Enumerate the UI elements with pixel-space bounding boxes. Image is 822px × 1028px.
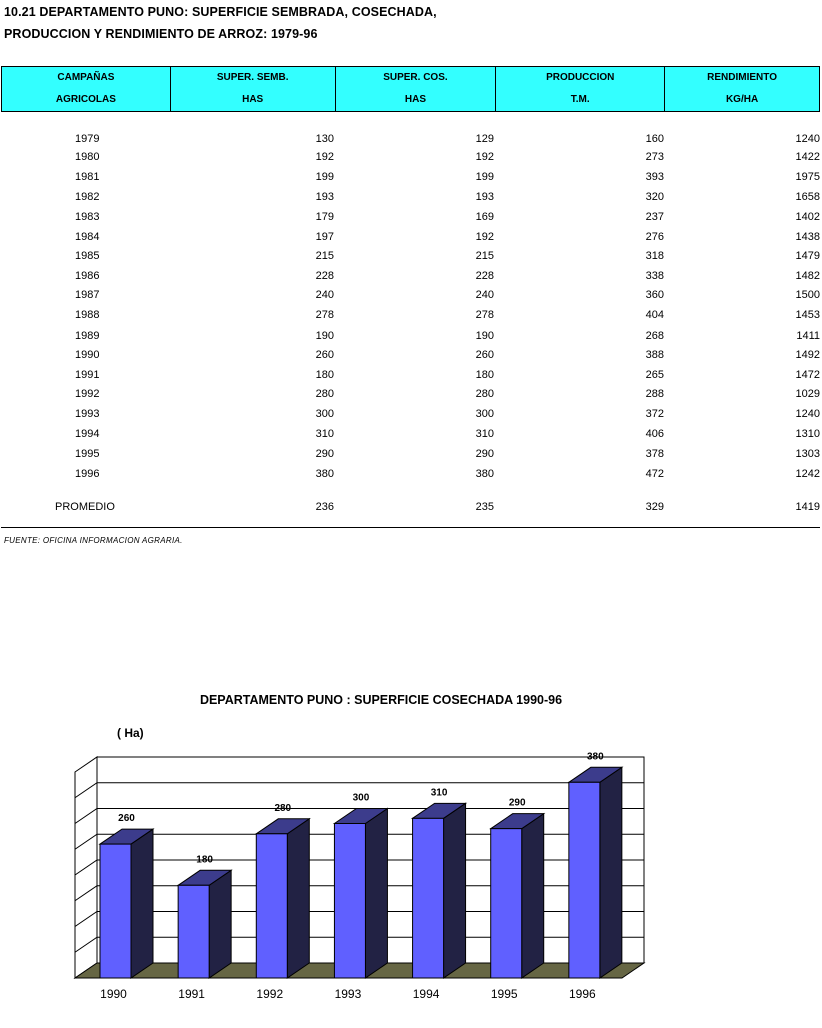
average-cell: 236 xyxy=(315,501,334,513)
table-header xyxy=(1,66,820,112)
table-cell: 265 xyxy=(645,369,664,381)
table-cell: 160 xyxy=(645,133,664,145)
table-cell: 129 xyxy=(475,133,494,145)
table-cell: 1993 xyxy=(75,408,100,420)
table-cell: 404 xyxy=(645,309,664,321)
table-row xyxy=(0,231,822,245)
table-cell: 1984 xyxy=(75,231,100,243)
table-row xyxy=(0,369,822,383)
chart-title: DEPARTAMENTO PUNO : SUPERFICIE COSECHADA 1990-96 xyxy=(199,693,563,707)
table-cell: 268 xyxy=(645,330,664,342)
average-cell: 235 xyxy=(475,501,494,513)
table-cell: 192 xyxy=(315,151,334,163)
table-cell: 237 xyxy=(645,211,664,223)
bar xyxy=(100,844,131,978)
x-tick-label: 1990 xyxy=(100,987,127,1001)
table-cell: 406 xyxy=(645,428,664,440)
table-cell: 169 xyxy=(475,211,494,223)
table-cell: 1411 xyxy=(796,330,820,342)
table-cell: 288 xyxy=(645,388,664,400)
table-cell: 310 xyxy=(315,428,334,440)
table-cell: 310 xyxy=(475,428,494,440)
table-row xyxy=(0,388,822,402)
table-row xyxy=(0,211,822,225)
table-cell: 1990 xyxy=(75,349,100,361)
table-cell: 1989 xyxy=(75,330,100,342)
table-cell: 1658 xyxy=(795,191,820,203)
table-cell: 1482 xyxy=(795,270,820,282)
table-cell: 360 xyxy=(645,289,664,301)
table-row xyxy=(0,448,822,462)
table-row xyxy=(0,408,822,422)
header-super-cos: SUPER. COS. HAS xyxy=(335,67,496,112)
table-cell: 1500 xyxy=(795,289,820,301)
table-row xyxy=(0,250,822,264)
table-cell: 190 xyxy=(475,330,494,342)
table-cell: 228 xyxy=(315,270,334,282)
data-label: 300 xyxy=(352,792,370,804)
table-cell: 338 xyxy=(645,270,664,282)
x-tick-label: 1991 xyxy=(178,987,205,1001)
table-cell: 240 xyxy=(475,289,494,301)
table-row xyxy=(0,349,822,363)
data-label: 380 xyxy=(587,751,604,763)
table-cell: 1986 xyxy=(75,270,100,282)
x-tick-label: 1994 xyxy=(412,987,440,1001)
table-cell: 215 xyxy=(315,250,334,262)
table-cell: 1029 xyxy=(795,388,820,400)
table-cell: 190 xyxy=(315,330,334,342)
bar xyxy=(569,782,600,978)
table-cell: 1994 xyxy=(75,428,100,440)
table-cell: 300 xyxy=(475,408,494,420)
table-cell: 192 xyxy=(475,231,494,243)
table-cell: 180 xyxy=(315,369,334,381)
table-cell: 280 xyxy=(315,388,334,400)
table-cell: 1982 xyxy=(75,191,100,203)
table-cell: 472 xyxy=(645,468,664,480)
x-tick-label: 1996 xyxy=(569,987,596,1001)
bar-chart xyxy=(0,715,660,1015)
bar xyxy=(413,818,444,978)
data-label: 290 xyxy=(508,797,526,809)
bar xyxy=(491,829,522,978)
table-cell: 276 xyxy=(645,231,664,243)
table-cell: 1242 xyxy=(795,468,820,480)
table-cell: 228 xyxy=(475,270,494,282)
table-cell: 1992 xyxy=(75,388,100,400)
table-cell: 290 xyxy=(475,448,494,460)
header-rendimiento: RENDIMIENTO KG/HA xyxy=(665,67,820,112)
table-cell: 1422 xyxy=(795,151,820,163)
table-cell: 380 xyxy=(475,468,494,480)
report-title-line2: PRODUCCION Y RENDIMIENTO DE ARROZ: 1979-96 xyxy=(4,27,318,41)
table-cell: 215 xyxy=(475,250,494,262)
bar xyxy=(178,885,209,978)
x-tick-label: 1993 xyxy=(334,987,362,1001)
table-cell: 273 xyxy=(645,151,664,163)
data-label: 180 xyxy=(196,854,213,866)
table-cell: 199 xyxy=(475,171,494,183)
table-row xyxy=(0,309,822,323)
table-cell: 318 xyxy=(645,250,664,262)
table-cell: 1980 xyxy=(75,151,100,163)
table-cell: 260 xyxy=(315,349,334,361)
table-cell: 278 xyxy=(315,309,334,321)
bar-side xyxy=(287,819,309,978)
table-cell: 193 xyxy=(475,191,494,203)
table-cell: 1981 xyxy=(75,171,100,183)
table-cell: 1240 xyxy=(795,133,820,145)
table-cell: 260 xyxy=(475,349,494,361)
average-cell: 1419 xyxy=(795,501,820,513)
table-cell: 388 xyxy=(645,349,664,361)
table-cell: 193 xyxy=(315,191,334,203)
table-cell: 179 xyxy=(315,211,334,223)
bar-side xyxy=(444,803,466,978)
table-row xyxy=(0,468,822,482)
bar-side xyxy=(365,809,387,979)
table-cell: 240 xyxy=(315,289,334,301)
table-cell: 180 xyxy=(475,369,494,381)
data-label: 310 xyxy=(430,787,448,799)
table-cell: 278 xyxy=(475,309,494,321)
table-cell: 1240 xyxy=(795,408,820,420)
table-cell: 130 xyxy=(315,133,334,145)
table-row xyxy=(0,151,822,165)
table-cell: 280 xyxy=(475,388,494,400)
table-cell: 290 xyxy=(315,448,334,460)
table-cell: 1987 xyxy=(75,289,100,301)
bar-side xyxy=(209,870,231,978)
table-cell: 1996 xyxy=(75,468,100,480)
table-cell: 1975 xyxy=(795,171,820,183)
source-note: FUENTE: OFICINA INFORMACION AGRARIA. xyxy=(4,536,183,545)
report-title-line1: 10.21 DEPARTAMENTO PUNO: SUPERFICIE SEMBRADA, COSECHADA, xyxy=(4,5,437,19)
x-tick-label: 1995 xyxy=(490,987,518,1001)
table-cell: 380 xyxy=(315,468,334,480)
table-cell: 1303 xyxy=(795,448,820,460)
table-cell: 320 xyxy=(645,191,664,203)
table-cell: 1985 xyxy=(75,250,100,262)
table-cell: 1472 xyxy=(795,369,820,381)
table-cell: 1991 xyxy=(75,369,100,381)
table-row xyxy=(0,289,822,303)
table-cell: 1438 xyxy=(795,231,820,243)
table-cell: 199 xyxy=(315,171,334,183)
average-row xyxy=(0,501,822,515)
table-cell: 1402 xyxy=(795,211,820,223)
average-cell: PROMEDIO xyxy=(55,501,115,513)
bar xyxy=(256,834,287,978)
table-row xyxy=(0,428,822,442)
data-label: 280 xyxy=(274,802,292,814)
table-row xyxy=(0,191,822,205)
average-cell: 329 xyxy=(645,501,664,513)
table-row xyxy=(0,171,822,185)
table-cell: 1983 xyxy=(75,211,100,223)
table-cell: 192 xyxy=(475,151,494,163)
data-label: 260 xyxy=(118,813,135,825)
table-cell: 1988 xyxy=(75,309,100,321)
table-cell: 378 xyxy=(645,448,664,460)
header-produccion: PRODUCCION T.M. xyxy=(496,67,665,112)
table-cell: 1995 xyxy=(75,448,100,460)
bar-side xyxy=(600,767,622,978)
table-cell: 1479 xyxy=(795,250,820,262)
table-cell: 372 xyxy=(645,408,664,420)
x-tick-label: 1992 xyxy=(256,987,284,1001)
bar-side xyxy=(131,829,153,978)
bar xyxy=(334,824,365,979)
table-row xyxy=(0,133,822,147)
table-bottom-rule xyxy=(1,527,820,528)
table-cell: 300 xyxy=(315,408,334,420)
table-cell: 393 xyxy=(645,171,664,183)
table-row xyxy=(0,270,822,284)
table-cell: 1492 xyxy=(795,349,820,361)
header-campanas: CAMPAÑAS AGRICOLAS xyxy=(2,67,171,112)
bar-side xyxy=(522,814,544,978)
y-axis-label: ( Ha) xyxy=(117,726,144,740)
header-super-semb: SUPER. SEMB. HAS xyxy=(170,67,335,112)
table-cell: 1979 xyxy=(75,133,100,145)
table-row xyxy=(0,330,822,344)
table-cell: 197 xyxy=(315,231,334,243)
table-cell: 1453 xyxy=(795,309,820,321)
table-cell: 1310 xyxy=(795,428,820,440)
